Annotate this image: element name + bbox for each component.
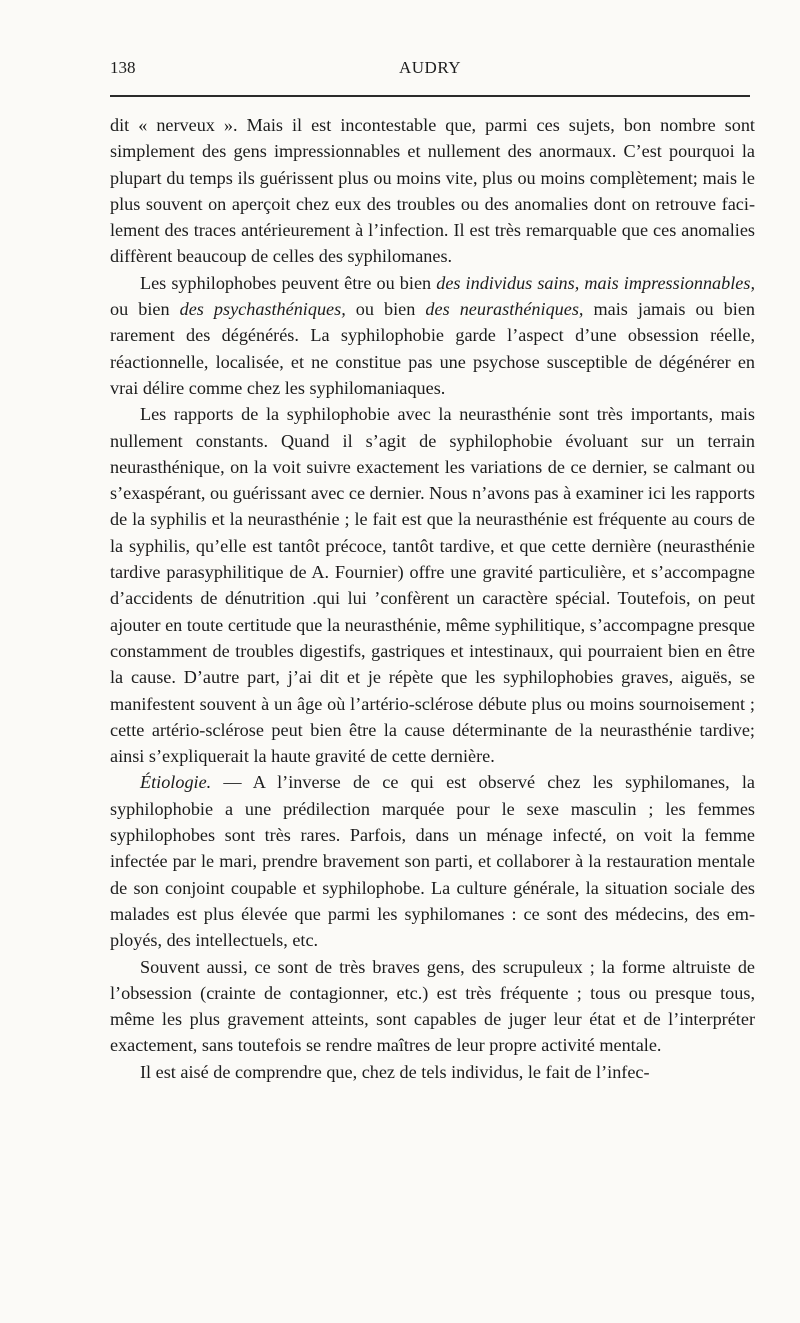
text-run: Les syphilophobes peuvent être ou bien (140, 272, 437, 293)
text-run: dit « nerveux ». Mais il est incontestable que, parmi ces sujets, bon nombre sont simplement des gens impressionnables et nullement des anormaux. C’est pourquoi la plupart du temps ils guérissent plus ou moins vite, plus ou moins complètement; mais le plus souvent on aperçoit chez eux des troubles ou des anomalies dont on retrouve facilement des traces antérieurement à l’infection. Il est très remarquable que ces anomalies diffèrent beaucoup de celles des syphilomanes. (110, 115, 755, 267)
paragraph (110, 1059, 755, 1085)
text-run: Souvent aussi, ce sont de très braves gens, des scrupuleux ; la forme altruiste de l’obsession (crainte de contagionner, etc.) est très fréquente ; tous ou presque tous, même les plus gravement atteints, sont capables de juger leur état et de l’interpréter exactement, sans toutefois se rendre maîtres de leur propre activité mentale. (110, 956, 755, 1056)
text-run: — A l’inverse de ce qui est observé chez les syphilomanes, la syphilophobie a une prédilection marquée pour le sexe masculin ; les femmes syphilophobes sont très rares. Parfois, dans un ménage infecté, on voit la femme infectée par le mari, prendre bravement son parti, et collaborer à la restauration mentale de son conjoint coupable et syphilophobe. La culture générale, la situation sociale des malades est plus élevée que parmi les syphilomanes : ce sont des médecins, des employés, des intellectuels, etc. (110, 772, 755, 951)
paragraph (110, 954, 755, 1059)
paragraph (110, 270, 755, 401)
italic-run: des psychasthéniques, (179, 299, 346, 320)
page-number: 138 (110, 58, 136, 77)
running-head: AUDRY (398, 58, 461, 77)
text-run: ou bien (345, 299, 426, 320)
text-run: ou bien (110, 299, 180, 320)
italic-run: des neurasthéniques, (425, 299, 584, 320)
page-header (110, 58, 750, 82)
paragraph (110, 401, 755, 769)
body-text (110, 112, 755, 1085)
text-run: mais jamais ou bien rarement des dégénérés. La syphilophobie garde l’aspect d’une obsession réelle, réactionnelle, localisée, et ne constitue pas une psychose susceptible de dégénérer en vrai délire comme chez les syphilomaniaques. (110, 299, 755, 398)
text-run: Il est aisé de comprendre que, chez de tels individus, le fait de l’infec- (140, 1061, 650, 1082)
paragraph (110, 112, 755, 270)
header-rule (110, 95, 750, 97)
paragraph (110, 769, 755, 953)
italic-run: des individus sains, mais impressionnables, (436, 272, 755, 293)
italic-run: Étiologie. (140, 772, 212, 793)
text-run: Les rapports de la syphilophobie avec la neurasthénie sont très importants, mais nullement constants. Quand il s’agit de syphilophobie évoluant sur un terrain neurasthénique, on la voit suivre exactement les variations de ce dernier, se calmant ou s’exaspérant, ou guérissant avec ce dernier. Nous n’avons pas à examiner ici les rapports de la syphilis et la neurasthénie ; le fait est que la neurasthénie est fréquente au cours de la syphilis, qu’elle est tantôt précoce, tantôt tardive, et que cette dernière (neurasthénie tardive parasyphilitique de A. Fournier) offre une gravité particulière, et s’accompagne d’accidents de dénutrition .qui lui ’confèrent un caractère spécial. Toutefois, on peut ajouter en toute certitude que la neurasthénie, même syphilitique, s’accompagne presque constamment de troubles digestifs, gastriques et intestinaux, qui pourraient bien en être la cause. D’autre part, j’ai dit et je répète que les syphilophobies graves, aiguës, se manifestent souvent à un âge où l’artério-sclérose débute plus ou moins sournoisement ; cette artério-sclérose peut bien être la cause déterminante de la neurasthénie tardive; ainsi s’expliquerait la haute gravité de cette dernière. (110, 404, 755, 767)
